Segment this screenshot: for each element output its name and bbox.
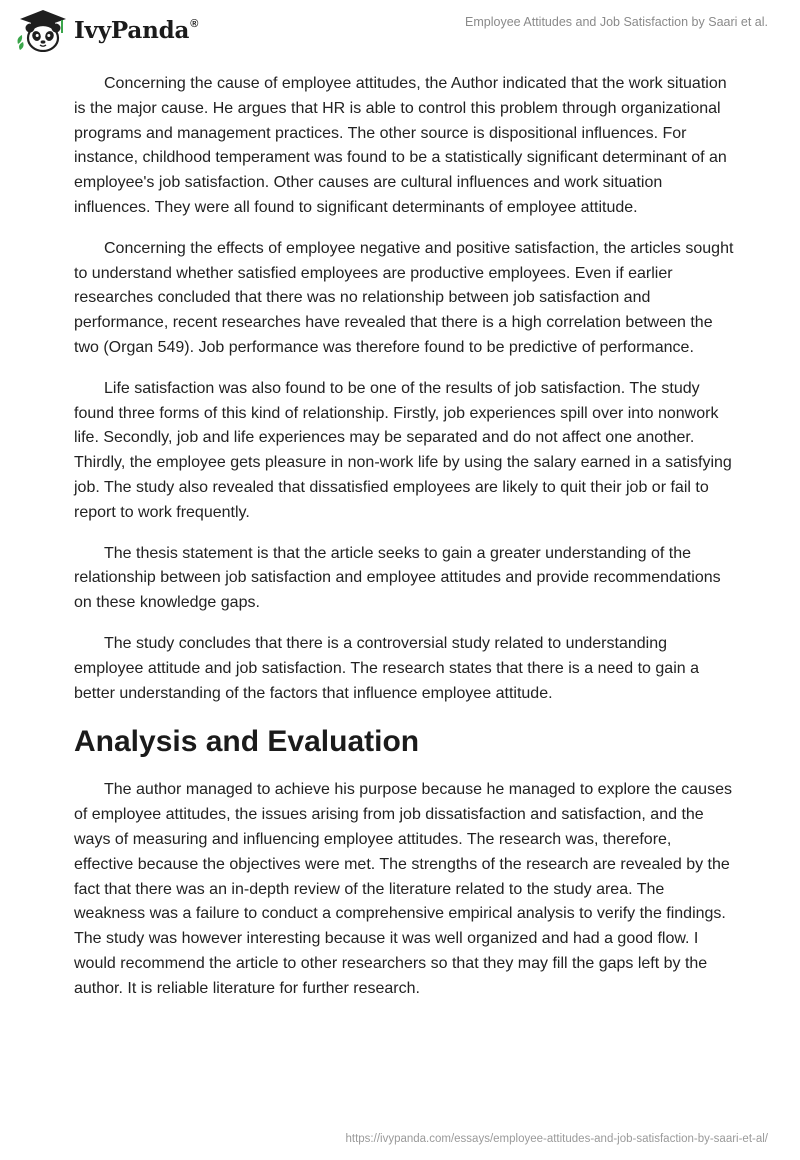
paragraph: The author managed to achieve his purpose because he managed to explore the causes of employee attitudes, the issues arising from job dissatisfaction and satisfaction, and the ways of measuring and influencing employee attitudes. The research was, therefore, effective because the objectives were met. The strengths of the research are revealed by the fact that there was an in-depth review of the literature related to the study area. The weakness was a failure to conduct a comprehensive empirical analysis to verify the findings. The study was however interesting because it was well organized and had a good flow. I would recommend the article to other researchers so that they may fill the gaps left by the author. It is reliable literature for further research. xyxy=(74,781,732,997)
source-url[interactable]: https://ivypanda.com/essays/employee-attitudes-and-job-satisfaction-by-saari-et-al/ xyxy=(345,1133,768,1145)
section-heading: Analysis and Evaluation xyxy=(74,725,420,759)
article-body xyxy=(74,72,734,1018)
ivypanda-logo[interactable] xyxy=(14,8,198,52)
panda-graduate-icon xyxy=(14,8,72,52)
document-title: Employee Attitudes and Job Satisfaction by Saari et al. xyxy=(465,15,768,29)
paragraph: Concerning the cause of employee attitudes, the Author indicated that the work situation is the major cause. He argues that HR is able to control this problem through organizational programs and management practices. The other source is dispositional influences. For instance, childhood temperament was found to be a statistically significant determinant of an employee's job satisfaction. Other causes are cultural influences and work situation influences. They were all found to significant determinants of employee attitude. xyxy=(74,75,727,216)
paragraph: Life satisfaction was also found to be one of the results of job satisfaction. The study found three forms of this kind of relationship. Firstly, job experiences spill over into nonwork life. Secondly, job and life experiences may be separated and do not affect one another. Thirdly, the employee gets pleasure in non-work life by using the salary earned in a satisfying job. The study also revealed that dissatisfied employees are likely to quit their job or fail to report to work frequently. xyxy=(74,379,732,521)
paragraph: Concerning the effects of employee negative and positive satisfaction, the articles sought to understand whether satisfied employees are productive employees. Even if earlier researches concluded that there was no relationship between job satisfaction and performance, recent researches have revealed that there is a high correlation between the two (Organ 549). Job performance was therefore found to be predictive of performance. xyxy=(74,239,734,356)
paragraph: The study concludes that there is a controversial study related to understanding employee attitude and job satisfaction. The research states that there is a need to gain a better understanding of the factors that influence employee attitude. xyxy=(74,634,699,702)
page-header xyxy=(0,0,800,60)
brand-name: IvyPanda® xyxy=(74,16,199,44)
registered-mark: ® xyxy=(190,17,199,30)
paragraph: The thesis statement is that the article seeks to gain a greater understanding of the relationship between job satisfaction and employee attitudes and provide recommendations on these knowledge gaps. xyxy=(74,544,721,612)
